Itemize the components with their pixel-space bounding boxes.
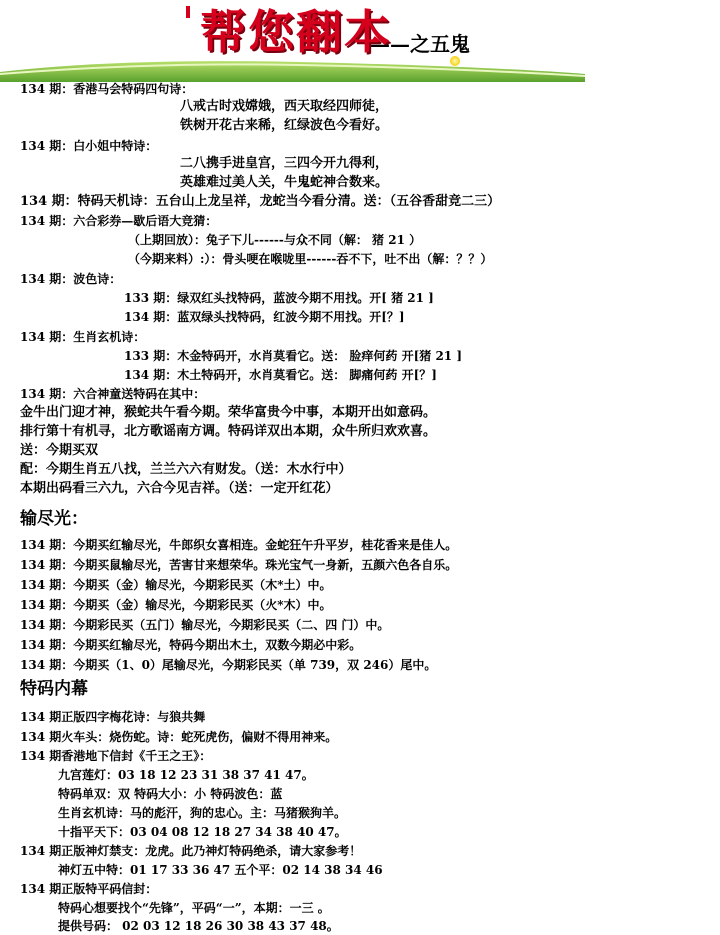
text-line: 九宫莲灯：03 18 12 23 31 38 37 41 47。 bbox=[58, 768, 314, 782]
section-heading: 特码内幕 bbox=[20, 679, 88, 699]
text-line: 134 期正版特平码信封： bbox=[20, 882, 158, 896]
text-line: 134 期：今期买红输尽光，特码今期出木土，双数今期必中彩。 bbox=[20, 638, 362, 652]
text-line: 神灯五中特：01 17 33 36 47 五个平：02 14 38 34 46 bbox=[58, 863, 383, 877]
text-line: 133 期：绿双红头找特码，蓝波今期不用找。开[ 猪 21 ] bbox=[124, 291, 434, 305]
text-line: 134 期：生肖玄机诗： bbox=[20, 330, 146, 344]
text-line: 特码心想要找个“先锋”，平码“一”，本期：一三 。 bbox=[58, 901, 330, 915]
section-heading: 输尽光： bbox=[20, 509, 88, 529]
text-line: 134 期：六合神童送特码在其中： bbox=[20, 387, 206, 401]
text-line: （上期回放）：兔子下儿------与众不同（解： 猪 21 ） bbox=[128, 233, 422, 247]
text-line: 134 期：蓝双绿头找特码，红波今期不用找。开[？] bbox=[124, 310, 405, 324]
text-line: 134 期：波色诗： bbox=[20, 272, 122, 286]
text-line: （今期来料）:）：骨头哽在喉咙里------吞不下，吐不出（解：？？） bbox=[128, 252, 493, 266]
text-line: 134 期：白小姐中特诗： bbox=[20, 139, 158, 153]
text-line: 134 期：今期彩民买（五门）输尽光，今期彩民买（二、四 门）中。 bbox=[20, 618, 390, 632]
text-line: 134 期：六合彩券—歇后语大竞猜： bbox=[20, 214, 218, 228]
text-line: 铁树开花古来稀，红绿波色今看好。 bbox=[180, 118, 389, 133]
text-line: 134 期：木土特码开，水肖莫看它。送： 脚痛何药 开[？] bbox=[124, 368, 437, 382]
text-line: 生肖玄机诗：马的彪汗，狗的忠心。主：马猪猴狗羊。 bbox=[58, 806, 347, 820]
text-line: 英雄难过美人关，牛鬼蛇神合数来。 bbox=[180, 175, 389, 190]
text-line: 送：今期买双 bbox=[20, 443, 99, 458]
text-line: 十指平天下：03 04 08 12 18 27 34 38 40 47。 bbox=[58, 825, 347, 839]
text-line: 特码单双：双 特码大小：小 特码波色：蓝 bbox=[58, 787, 283, 801]
page-subtitle: ——之五鬼 bbox=[370, 32, 470, 56]
text-line: 134 期：今期买鼠输尽光，苦害甘来想荣华。珠光宝气一身新，五颜六色各自乐。 bbox=[20, 558, 458, 572]
text-line: 134 期香港地下信封《千王之王》： bbox=[20, 749, 212, 763]
text-line: 134 期：香港马会特码四句诗： bbox=[20, 82, 194, 96]
text-line: 134 期：今期买（1、0）尾输尽光，今期彩民买（单 739，双 246）尾中。 bbox=[20, 658, 437, 672]
text-line: 134 期：今期买（金）输尽光，今期彩民买（火*木）中。 bbox=[20, 598, 332, 612]
title-accent-mark bbox=[186, 6, 190, 18]
text-line: 本期出码看三六九，六合今见吉祥。（送：一定开红花） bbox=[20, 481, 339, 496]
text-line: 二八携手进皇宫，三四今开九得利， bbox=[180, 156, 389, 171]
text-line: 134 期正版神灯禁支：龙虎。此乃神灯特码绝杀，请大家参考！ bbox=[20, 844, 362, 858]
sun-icon bbox=[450, 56, 460, 66]
text-line: 134 期火车头：烧伤蛇。诗：蛇死虎伤，偏财不得用神来。 bbox=[20, 730, 338, 744]
text-line: 排行第十有机寻，北方歌谣南方调。特码详双出本期，众牛所归欢欢喜。 bbox=[20, 424, 437, 439]
text-line: 134 期：今期买红输尽光，牛郎织女喜相连。金蛇狂午升平岁，桂花香来是佳人。 bbox=[20, 538, 458, 552]
text-line: 配：今期生肖五八找，兰兰六六有财发。（送：木水行中） bbox=[20, 462, 352, 477]
text-line: 八戒古时戏嫦娥，西天取经四师徒， bbox=[180, 99, 389, 114]
text-line: 金牛出门迎才神，猴蛇共午看今期。荣华富贵今中事，本期开出如意码。 bbox=[20, 405, 437, 420]
page-title: 帮您翻本 bbox=[200, 5, 392, 59]
text-line: 133 期：木金特码开，水肖莫看它。送： 脸痒何药 开[猪 21 ] bbox=[124, 349, 462, 363]
text-line: 134 期：特码天机诗：五台山上龙呈祥，龙蛇当今看分清。送：（五谷香甜竞二三） bbox=[20, 194, 501, 209]
text-line: 134 期正版四字梅花诗：与狼共舞 bbox=[20, 710, 206, 724]
text-line: 134 期：今期买（金）输尽光，今期彩民买（木*土）中。 bbox=[20, 578, 332, 592]
text-line: 提供号码： 02 03 12 18 26 30 38 43 37 48。 bbox=[58, 919, 339, 933]
